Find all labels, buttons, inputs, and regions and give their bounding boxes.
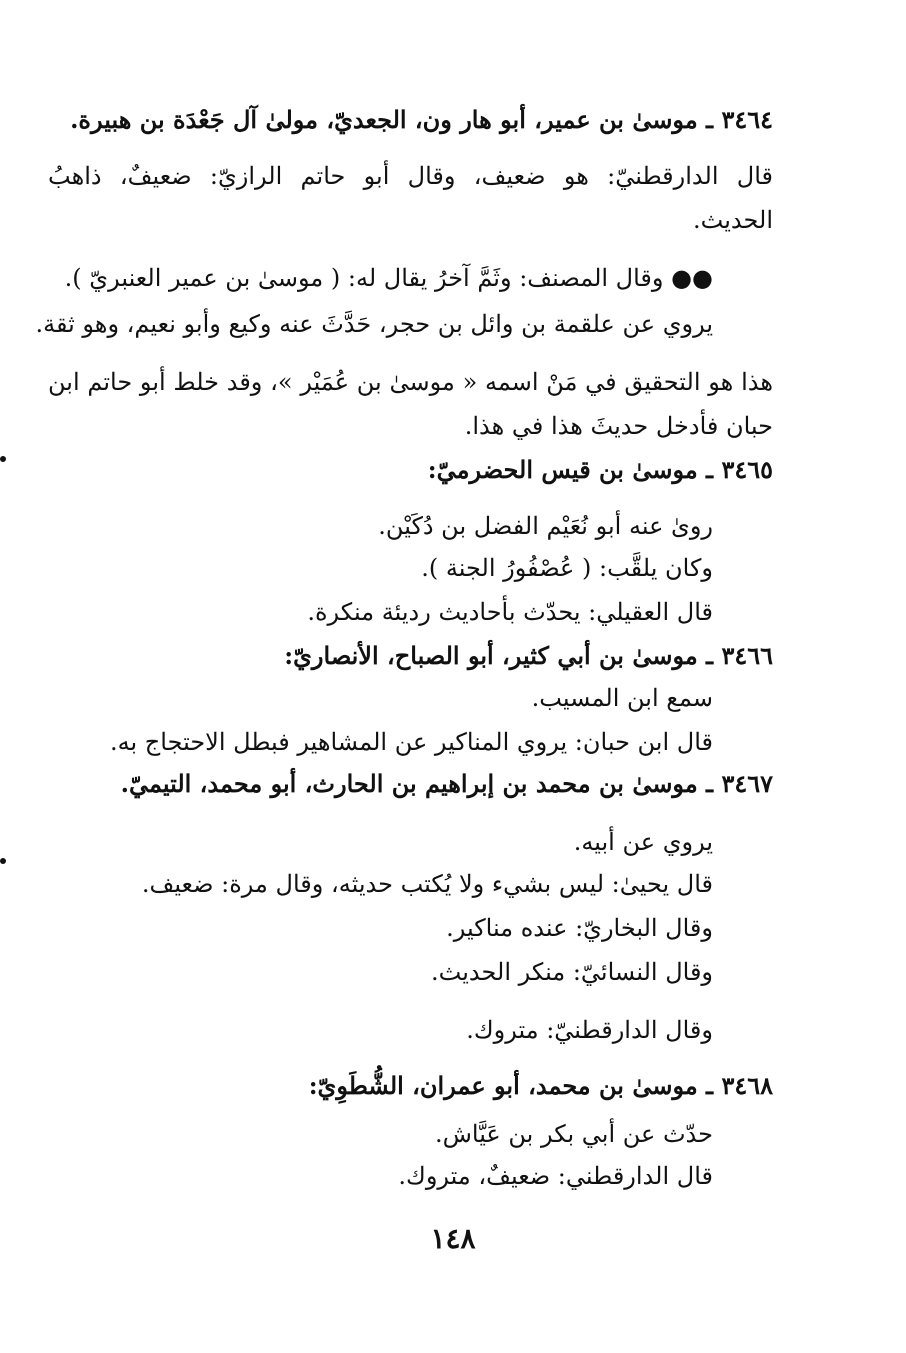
entry-heading-3466: ٣٤٦٦ ـ موسىٰ بن أبي كثير، أبو الصباح، الأنصاريّ: (284, 641, 773, 670)
entry-text-line: وقال الدارقطنيّ: متروك. (466, 1016, 713, 1044)
entry-text-line: وقال النسائيّ: منكر الحديث. (431, 958, 713, 986)
entry-heading-3467: ٣٤٦٧ ـ موسىٰ بن محمد بن إبراهيم بن الحارث، أبو محمد، التيميّ. (120, 769, 773, 798)
entry-text-line: قال العقيلي: يحدّث بأحاديث رديئة منكرة. (307, 598, 713, 626)
entry-text-line: يروي عن أبيه. (573, 828, 713, 856)
entry-text-line: وقال البخاريّ: عنده مناكير. (446, 914, 713, 942)
entry-text-line: قال يحيىٰ: ليس بشيء ولا يُكتب حديثه، وقال مرة: ضعيف. (141, 870, 713, 898)
entry-heading-3464: ٣٤٦٤ ـ موسىٰ بن عمير، أبو هار ون، الجعديّ، مولىٰ آل جَعْدَة بن هبيرة. (70, 105, 773, 134)
scan-mark (0, 456, 6, 462)
entry-heading-3468: ٣٤٦٨ ـ موسىٰ بن محمد، أبو عمران، الشُّطَوِيّ: (308, 1071, 773, 1100)
entry-text-line: وكان يلقَّب: ( عُصْفُورُ الجنة ). (421, 554, 713, 582)
page-number: ١٤٨ (430, 1222, 476, 1255)
scan-mark (0, 858, 6, 864)
entry-text-line: سمع ابن المسيب. (531, 684, 713, 712)
entry-text-line: الحديث. (693, 206, 773, 234)
entry-text-line: قال الدارقطنيّ: هو ضعيف، وقال أبو حاتم الرازيّ: ضعيفٌ، ذاهبُ (48, 162, 773, 190)
author-note-line: ●● وقال المصنف: وثَمَّ آخرُ يقال له: ( موسىٰ بن عمير العنبريّ ). (64, 264, 713, 292)
entry-text-line: روىٰ عنه أبو نُعَيْم الفضل بن دُكَيْن. (378, 512, 713, 540)
entry-text-line: قال الدارقطني: ضعيفٌ، متروك. (398, 1162, 713, 1190)
entry-text-line: قال ابن حبان: يروي المناكير عن المشاهير فبطل الاحتجاج به. (109, 728, 713, 756)
author-note-line: هذا هو التحقيق في مَنْ اسمه « موسىٰ بن عُمَيْر »، وقد خلط أبو حاتم ابن (48, 368, 773, 396)
author-note-line: حبان فأدخل حديثَ هذا في هذا. (464, 412, 773, 440)
author-note-line: يروي عن علقمة بن وائل بن حجر، حَدَّثَ عنه وكيع وأبو نعيم، وهو ثقة. (35, 310, 713, 338)
entry-text-line: حدّث عن أبي بكر بن عَيَّاش. (434, 1120, 713, 1148)
entry-heading-3465: ٣٤٦٥ ـ موسىٰ بن قيس الحضرميّ: (427, 455, 773, 484)
